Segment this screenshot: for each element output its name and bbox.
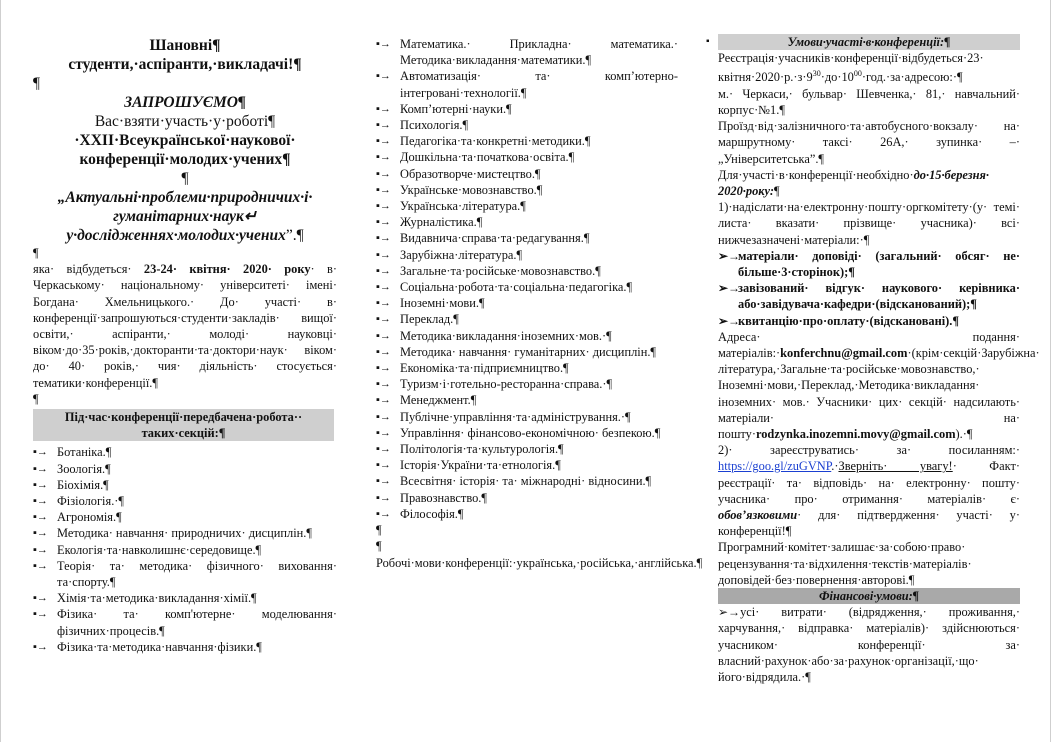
section-item xyxy=(376,490,678,506)
bullet-icon: ▪→ xyxy=(33,543,48,556)
section-item-label: Методика· навчання· природничих· дисциплін.¶ xyxy=(57,526,312,541)
section-item xyxy=(376,214,678,230)
bullet-icon: ▪→ xyxy=(33,446,48,459)
bullet-icon: ▪→ xyxy=(376,119,391,132)
section-item xyxy=(376,328,678,344)
deadline-text: Для·участі·в·конференції·необхідно· xyxy=(718,167,914,182)
deadline-date: до·15·березня· 2020·року: xyxy=(718,167,989,198)
working-languages: Робочі·мови·конференції:·українська,·російська,·англійська.¶ xyxy=(376,555,703,570)
section-item xyxy=(376,230,678,246)
section-item-label: Хімія·та·методика·викладання·хімії.¶ xyxy=(57,591,257,606)
section-item xyxy=(33,542,337,558)
greeting-line-1: Шановні¶ xyxy=(149,37,221,54)
section-item-label: Всесвітня· історія· та· міжнародні· відносини.¶ xyxy=(400,474,652,489)
sections-list-left xyxy=(33,444,337,655)
section-item-label: Публічне·управління·та·адміністрування.·¶ xyxy=(400,409,631,424)
bullet-icon: ▪→ xyxy=(33,495,48,508)
intro-date: 23-24· квітня· 2020· року xyxy=(143,262,311,277)
section-item-label: Фізика· та· комп'ютерне· моделювання· фізичних·процесів.¶ xyxy=(57,607,337,638)
topic-line-end: ”.¶ xyxy=(285,227,304,244)
material-item-label: матеріали· доповіді· (загальний· обсяг· не· більше·3·сторінок);¶ xyxy=(738,248,1020,279)
bullet-icon: ▪→ xyxy=(33,462,48,475)
topic-line-1: „Актуальні·проблеми·природничих·і· xyxy=(57,189,313,206)
materials-list xyxy=(718,248,1020,329)
section-item-label: Біохімія.¶ xyxy=(57,477,109,492)
registration-time-end: 00 xyxy=(853,69,862,79)
bullet-icon: ▪→ xyxy=(33,478,48,491)
bullet-icon: ▪→ xyxy=(376,491,391,504)
sections-list-middle xyxy=(376,36,678,522)
section-item-label: Теорія· та· методика· фізичного· виховання· та·спорту.¶ xyxy=(57,558,337,590)
bullet-icon: ▪→ xyxy=(376,281,391,294)
email-middle-text: ·(крім·секцій·Зарубіжна· література,·Загальне·та·російське·мовознавство,· Іноземні·мови,·Переклад,·Методика·викладання· іноземних· мов.· Учасники· цих· секцій· надсилають· матеріали· на· пошту· xyxy=(718,345,1040,441)
bullet-icon: ▪→ xyxy=(376,248,391,261)
bullet-icon: ▪→ xyxy=(376,151,391,164)
finance-info xyxy=(718,604,1020,685)
arrow-bullet-icon: ➢→ xyxy=(718,248,741,263)
section-item-label: Зарубіжна·література.¶ xyxy=(400,247,523,262)
bullet-icon: ▪→ xyxy=(376,426,391,439)
section-item xyxy=(376,198,678,214)
registration-info xyxy=(718,50,1020,86)
bullet-icon: ▪→ xyxy=(33,559,48,572)
section-item xyxy=(33,477,337,493)
step-2-text-a: 2)· зареєструватись· за· посиланням:· xyxy=(718,443,1020,458)
email-info xyxy=(718,329,1040,442)
bullet-icon: ▪→ xyxy=(376,70,391,83)
section-item xyxy=(33,606,337,638)
section-item xyxy=(376,182,678,198)
section-item xyxy=(33,444,337,460)
section-item-label: Методика· навчання· гуманітарних· дисциплін.¶ xyxy=(400,344,657,359)
material-item xyxy=(718,313,1020,329)
pilcrow: ¶ xyxy=(376,539,382,554)
section-item xyxy=(376,279,678,295)
pilcrow: ¶ xyxy=(33,246,39,260)
material-item-label: квитанцію·про·оплату·(відскановані).¶ xyxy=(738,313,960,328)
sections-heading xyxy=(33,409,334,441)
registration-text-c: ·год.·за·адресою:·¶ xyxy=(861,70,963,85)
bullet-icon: ▪→ xyxy=(376,410,391,423)
pilcrow: ¶ xyxy=(33,391,39,406)
bullet-icon: ▪→ xyxy=(376,443,391,456)
registration-text-b: ·до·10 xyxy=(820,70,854,85)
section-item-label: Видавнича·справа·та·редагування.¶ xyxy=(400,231,590,246)
section-item xyxy=(33,525,337,541)
mandatory-word: обов’язковими xyxy=(718,508,798,523)
intro-text-b: · в· Черкаському· національному· університеті· імені· Богдана· Хмельницького.· До· участі· в· конференції·запрошуються·студенти·закладів· вищої· освіти,· аспіранти,· молоді· науковці· віком·до·35·років,·докторанти·та·доктори·наук· віком· до· 40· років,· чия· діяльність· стосується· тематики·конференції.¶ xyxy=(33,262,338,390)
column-break-marker: ▪ xyxy=(706,36,710,47)
bullet-icon: ▪→ xyxy=(33,511,48,524)
section-item xyxy=(376,360,678,376)
bullet-icon: ▪→ xyxy=(376,507,391,520)
section-item xyxy=(376,441,678,457)
section-item xyxy=(376,133,678,149)
column-middle xyxy=(376,36,703,571)
bullet-icon: ▪→ xyxy=(376,216,391,229)
section-item-label: Українське·мовознавство.¶ xyxy=(400,182,543,197)
greeting-line-2: студенти,·аспіранти,·викладачі!¶ xyxy=(68,56,302,73)
section-item xyxy=(376,311,678,327)
bullet-icon: ▪→ xyxy=(376,313,391,326)
conditions-heading: Умови·участі·в·конференції:¶ xyxy=(718,34,1020,50)
email-intro: Адреса· подання· матеріалів:· xyxy=(718,329,1020,360)
section-item-label: Українська·література.¶ xyxy=(400,199,526,214)
pilcrow: ¶ xyxy=(376,523,382,538)
section-item-label: Історія·України·та·етнологія.¶ xyxy=(400,458,561,473)
section-item-label: Філософія.¶ xyxy=(400,506,464,521)
section-item xyxy=(33,639,337,655)
bullet-icon: ▪→ xyxy=(376,345,391,358)
bullet-icon: ▪→ xyxy=(33,592,48,605)
intro-paragraph xyxy=(33,261,337,391)
section-item xyxy=(33,558,337,590)
email-link-languages[interactable]: rodzynka.inozemni.movy@gmail.com xyxy=(755,427,956,441)
address: м.· Черкаси,· бульвар· Шевченка,· 81,· навчальний· корпус·№1.¶ xyxy=(718,86,1020,117)
material-item xyxy=(718,248,1020,280)
section-item-label: Управління· фінансово-економічною· безпекою.¶ xyxy=(400,425,661,440)
section-item xyxy=(376,117,678,133)
section-item-label: Зоологія.¶ xyxy=(57,461,111,476)
section-item xyxy=(33,590,337,606)
section-item xyxy=(33,493,337,509)
travel-info: Проїзд·від·залізничного·та·автобусного·вокзалу· на· маршрутному· таксі· 26А,· зупинка· –· „Університетська”.¶ xyxy=(718,119,1020,166)
topic-line-2: гуманітарних·наук↵ xyxy=(113,208,257,225)
bullet-icon: ▪→ xyxy=(376,135,391,148)
take-part-line: Вас·взяти·участь·у·роботі¶ xyxy=(94,113,276,130)
section-item xyxy=(376,344,678,360)
sections-heading-line-1: Під·час·конференції·передбачена·робота·· xyxy=(64,410,303,425)
committee-note: Програмний·комітет·залишає·за·собою·право· рецензування·та·відхилення·текстів·матеріалів· доповідей·без·повернення·авторові.¶ xyxy=(718,540,972,587)
bullet-icon: ▪→ xyxy=(376,378,391,391)
section-item-label: Екологія·та·навколишнє·середовище.¶ xyxy=(57,542,262,557)
step-2-text-d: · для· підтвердження· участі· у· конференції!¶ xyxy=(718,508,1020,539)
material-item-label: завізований· відгук· наукового· керівника· або·завідувача·кафедри·(відсканований);¶ xyxy=(738,281,1020,312)
section-item xyxy=(376,247,678,263)
bullet-icon: ▪→ xyxy=(376,362,391,375)
bullet-icon: ▪→ xyxy=(33,527,48,540)
registration-link[interactable]: https://goo.gl/zuGVNP xyxy=(718,459,832,474)
bullet-icon: ▪→ xyxy=(376,232,391,245)
sections-heading-line-2: таких·секцій:¶ xyxy=(141,426,226,441)
section-item xyxy=(376,149,678,165)
section-item xyxy=(376,295,678,311)
column-left xyxy=(33,36,337,655)
step-2-text-b: .· xyxy=(831,459,839,474)
intro-text-a: яка· відбудеться· xyxy=(33,262,144,277)
finance-heading: Фінансові·умови:¶ xyxy=(718,588,1020,604)
topic-line-3: у·дослідженнях·молодих·учених xyxy=(66,227,286,244)
section-item xyxy=(376,36,678,68)
section-item xyxy=(376,101,678,117)
section-item-label: Комп’ютерні·науки.¶ xyxy=(400,101,512,116)
bullet-icon: ▪→ xyxy=(376,475,391,488)
deadline xyxy=(718,167,1020,199)
bullet-icon: ▪→ xyxy=(376,167,391,180)
pilcrow: ¶ xyxy=(181,170,189,187)
section-item xyxy=(376,457,678,473)
section-item-label: Іноземні·мови.¶ xyxy=(400,296,485,311)
bullet-icon: ▪→ xyxy=(376,102,391,115)
conference-name-1: ·XXII·Всеукраїнської·наукової· xyxy=(74,132,296,149)
step-1: 1)·надіслати·на·електронну·пошту·оргкомітету·(у· темі· листа· вказати· прізвище· учасника)· всі· нижчезазначені·матеріали:·¶ xyxy=(718,200,1020,247)
section-item-label: Автоматизація· та· комп’ютерно-інтегровані·технології.¶ xyxy=(400,69,678,100)
section-item-label: Соціальна·робота·та·соціальна·педагогіка.¶ xyxy=(400,280,633,295)
section-item xyxy=(376,166,678,182)
bullet-icon: ▪→ xyxy=(376,183,391,196)
bullet-icon: ▪→ xyxy=(376,394,391,407)
section-item-label: Менеджмент.¶ xyxy=(400,393,477,408)
column-right xyxy=(706,34,1040,685)
step-2 xyxy=(718,442,1020,539)
email-link-main[interactable]: konferchnu@gmail.com xyxy=(780,345,908,360)
section-item xyxy=(376,68,678,100)
section-item-label: Фізіологія.·¶ xyxy=(57,494,125,509)
section-item-label: Правознавство.¶ xyxy=(400,490,487,505)
arrow-bullet-icon: ➢→ xyxy=(718,281,741,296)
pilcrow: ¶ xyxy=(33,75,41,92)
section-item-label: Дошкільна·та·початкова·освіта.¶ xyxy=(400,150,575,165)
material-item xyxy=(718,280,1020,312)
bullet-icon: ▪→ xyxy=(376,264,391,277)
step-2-text-c: · Факт· реєстрації· та· відповідь· на· електронну· пошту· учасника· про· отримання· матеріалів· є· xyxy=(718,459,1020,506)
conditions-heading-row xyxy=(706,34,1020,50)
section-item-label: Агрономія.¶ xyxy=(57,510,122,525)
topic-line-3-wrap xyxy=(33,226,337,245)
section-item-label: Педагогіка·та·конкретні·методики.¶ xyxy=(400,134,591,149)
attention-note: Зверніть· увагу! xyxy=(838,459,953,474)
section-item-label: Журналістика.¶ xyxy=(400,215,483,230)
bullet-icon: ▪→ xyxy=(376,200,391,213)
bullet-icon: ▪→ xyxy=(376,38,391,50)
section-item xyxy=(376,392,678,408)
registration-time-start: 30 xyxy=(812,69,821,79)
deadline-end: ¶ xyxy=(774,183,780,198)
section-item-label: Загальне·та·російське·мовознавство.¶ xyxy=(400,263,601,278)
section-item xyxy=(33,461,337,477)
bullet-icon: ▪→ xyxy=(33,608,48,621)
section-item xyxy=(376,263,678,279)
email-end: ).·¶ xyxy=(955,427,973,441)
section-item-label: Ботаніка.¶ xyxy=(57,445,112,460)
section-item-label: Економіка·та·підприємництво.¶ xyxy=(400,361,569,376)
bullet-icon: ▪→ xyxy=(376,297,391,310)
registration-text-a: Реєстрація·учасників·конференції·відбудеться·23· квітня·2020·р.·з·9 xyxy=(718,51,984,85)
section-item xyxy=(376,506,678,522)
section-item xyxy=(376,409,678,425)
section-item xyxy=(376,376,678,392)
section-item xyxy=(33,509,337,525)
bullet-icon: ▪→ xyxy=(376,329,391,342)
arrow-bullet-icon: ➢→ xyxy=(718,605,741,620)
conference-name-2: конференції·молодих·учених¶ xyxy=(79,151,291,168)
section-item xyxy=(376,425,678,441)
section-item-label: Математика.· Прикладна· математика.· Методика·викладання·математики.¶ xyxy=(400,37,678,68)
finance-text: усі· витрати· (відрядження,· проживання,· харчування,· відправка· матеріалів)· здійснюються· учасником· конференції· за· власний·рахунок·або·за·рахунок·організації,·що· його·відрядила.·¶ xyxy=(718,605,1020,685)
bullet-icon: ▪→ xyxy=(376,459,391,472)
section-item-label: Психологія.¶ xyxy=(400,118,469,133)
arrow-bullet-icon: ➢→ xyxy=(718,313,741,328)
bullet-icon: ▪→ xyxy=(33,640,48,653)
invite-heading: ЗАПРОШУЄМО¶ xyxy=(124,94,246,111)
section-item-label: Туризм·і·готельно-ресторанна·справа.·¶ xyxy=(400,377,613,392)
section-item xyxy=(376,473,678,489)
section-item-label: Переклад.¶ xyxy=(400,312,459,327)
section-item-label: Образотворче·мистецтво.¶ xyxy=(400,166,541,181)
section-item-label: Фізика·та·методика·навчання·фізики.¶ xyxy=(57,639,262,654)
section-item-label: Політологія·та·культурологія.¶ xyxy=(400,442,564,457)
section-item-label: Методика·викладання·іноземних·мов.·¶ xyxy=(400,328,612,343)
